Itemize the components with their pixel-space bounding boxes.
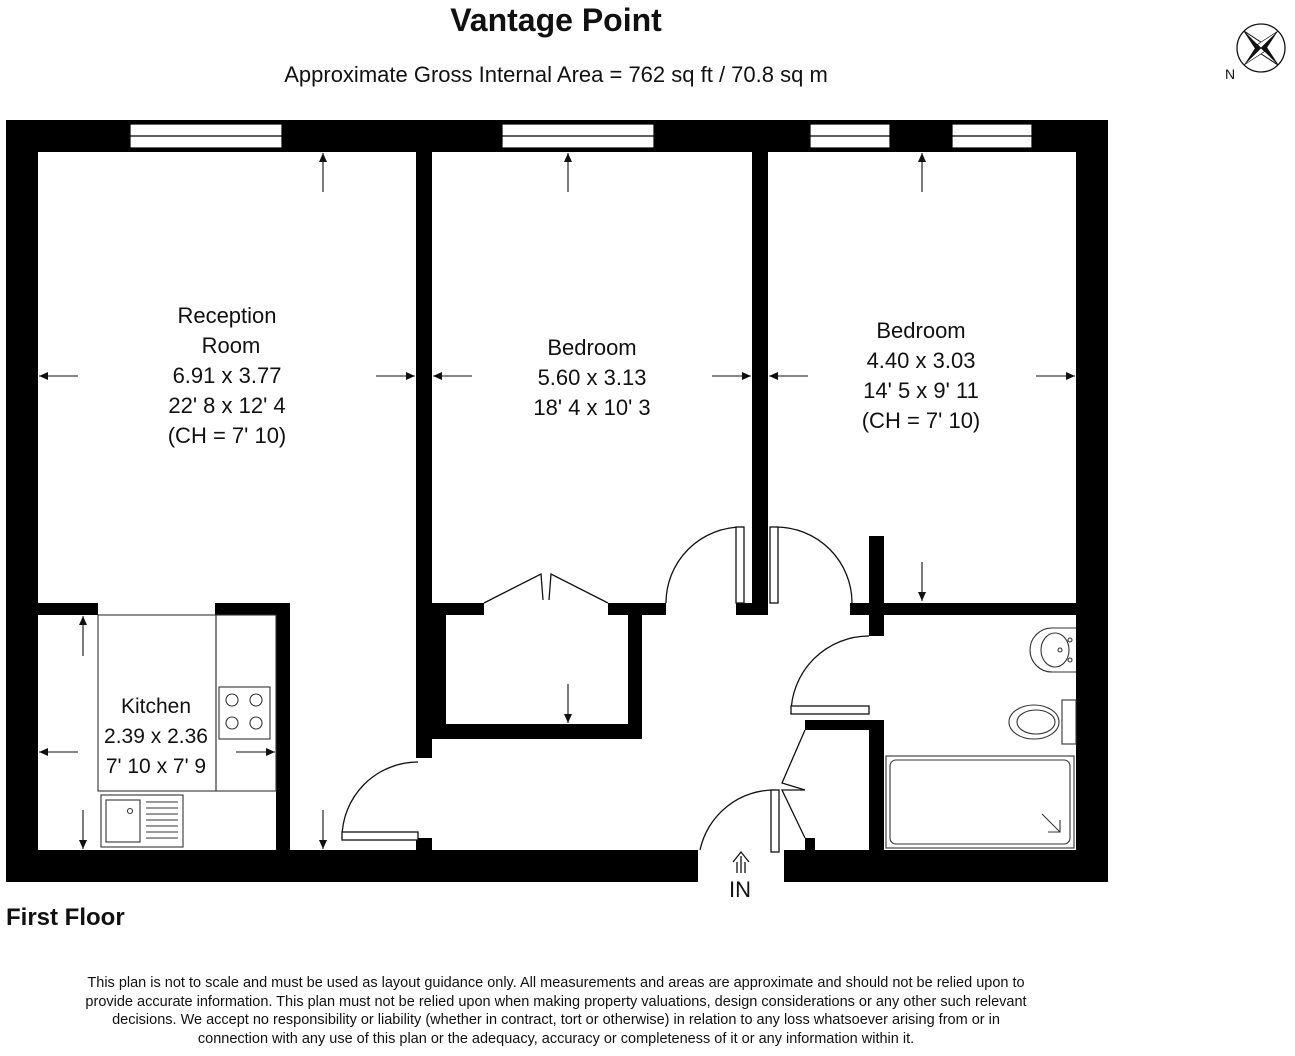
- kitchen-metric: 2.39 x 2.36: [104, 725, 208, 748]
- entrance-label: IN: [729, 877, 751, 902]
- reception-imperial: 22' 8 x 12' 4: [168, 393, 286, 418]
- bedroom-1-name: Bedroom: [547, 335, 637, 360]
- reception-metric: 6.91 x 3.77: [172, 363, 282, 388]
- disclaimer: [0, 974, 1112, 1048]
- gross-area-text: Approximate Gross Internal Area = 762 sq ft / 70.8 sq m: [284, 62, 828, 87]
- bedroom-1-metric: 5.60 x 3.13: [537, 365, 647, 390]
- disclaimer-line: connection with any use of this plan or the adequacy, accuracy or completeness of it or any information within it.: [197, 1030, 915, 1047]
- bedroom-1-imperial: 18' 4 x 10' 3: [533, 395, 651, 420]
- room-reception: [168, 303, 287, 448]
- toilet-icon: [1009, 700, 1076, 744]
- bedroom-2-ceiling: (CH = 7' 10): [861, 408, 981, 433]
- kitchen-name: Kitchen: [120, 695, 192, 718]
- disclaimer-line: This plan is not to scale and must be used as layout guidance only. All measurements and areas are approximate and should not be relied upon to: [87, 975, 1025, 991]
- sink-icon: [101, 795, 183, 847]
- bathroom-fittings: [886, 628, 1076, 848]
- room-bedroom-2: [862, 318, 981, 433]
- kitchen-imperial: 7' 10 x 7' 9: [105, 755, 207, 778]
- compass-icon: [1227, 14, 1295, 82]
- bedroom-2-name: Bedroom: [876, 318, 966, 343]
- hob-icon: [219, 687, 270, 739]
- bath-icon: [886, 756, 1074, 848]
- compass-north-label: N: [1225, 66, 1236, 82]
- bedroom-2-imperial: 14' 5 x 9' 11: [863, 378, 979, 403]
- room-kitchen: [104, 695, 208, 778]
- basin-icon: [1030, 628, 1076, 672]
- disclaimer-line: decisions. We accept no responsibility or liability (whether in contract, tort or otherwise) in relation to any loss whatsoever arising from or in: [112, 1012, 1000, 1028]
- disclaimer-line: provide accurate information. This plan must not be relied upon when making property valuations, design considerations or any other such relevant: [85, 993, 1027, 1010]
- bedroom-2-metric: 4.40 x 3.03: [866, 348, 976, 373]
- entrance-arrow-icon: [733, 852, 749, 873]
- reception-name-line2: Room: [201, 333, 261, 358]
- reception-name-line1: Reception: [177, 303, 277, 328]
- plan-title: Vantage Point: [450, 2, 662, 38]
- room-bedroom-1: [533, 335, 650, 420]
- reception-ceiling: (CH = 7' 10): [167, 423, 287, 448]
- floor-label: First Floor: [6, 904, 125, 931]
